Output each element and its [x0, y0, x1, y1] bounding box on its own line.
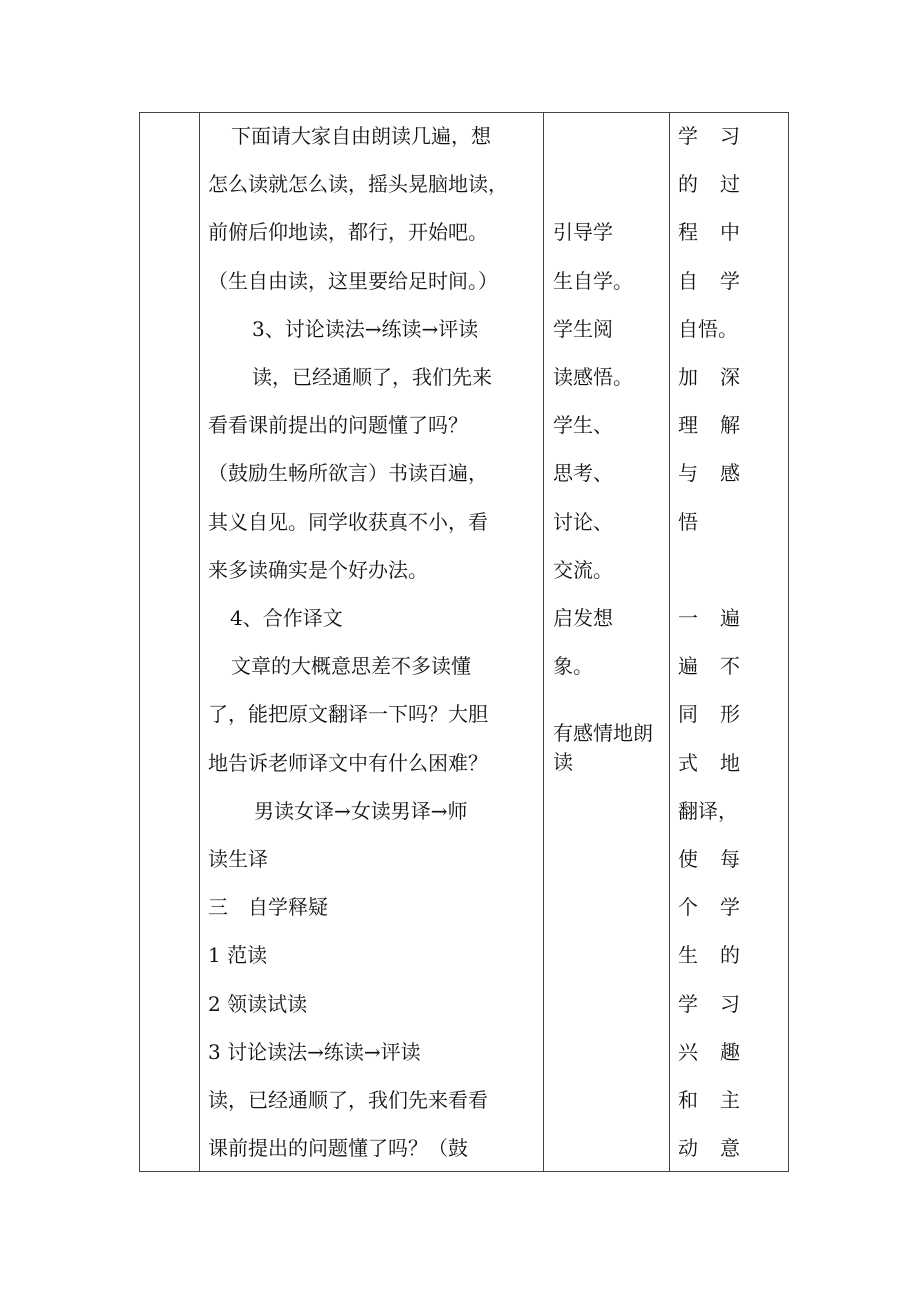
purpose-char: 习: [720, 991, 740, 1016]
purpose-line: [678, 1088, 740, 1112]
activity-line: 学生阅: [553, 316, 613, 341]
purpose-char: 深: [720, 365, 740, 389]
purpose-char: 式: [678, 750, 698, 775]
purpose-char: 过: [720, 172, 740, 197]
content-line: 4、合作译文: [230, 606, 343, 630]
activity-line: 引导学: [553, 220, 613, 245]
activity-line: 讨论、: [553, 509, 613, 534]
content-line: 3 讨论读法→练读→评读: [208, 1039, 421, 1064]
content-line: 读，已经通顺了，我们先来看看: [208, 1088, 488, 1112]
purpose-line: [678, 172, 740, 196]
purpose-char: 感: [720, 461, 740, 486]
content-line: 2 领读试读: [208, 991, 308, 1016]
purpose-char: 与: [678, 461, 698, 486]
purpose-line: [678, 1040, 740, 1064]
activity-line: 象。: [553, 654, 593, 679]
activity-line: 启发想: [553, 606, 613, 630]
purpose-char: 兴: [678, 1039, 698, 1064]
purpose-char: 个: [678, 895, 698, 920]
purpose-char: 学: [678, 124, 698, 148]
purpose-line: [678, 895, 740, 919]
content-line: 读生译: [208, 847, 268, 871]
content-line: 来多读确实是个好办法。: [208, 557, 428, 582]
purpose-line: [678, 702, 740, 726]
content-line: 1 范读: [208, 943, 268, 968]
column-divider: [669, 113, 670, 1171]
purpose-char: 趣: [720, 1039, 740, 1064]
purpose-line: [678, 943, 740, 967]
purpose-char: 理: [678, 413, 698, 438]
activity-line: 交流。: [553, 557, 613, 582]
purpose-line: [678, 124, 740, 148]
purpose-char: 学: [720, 895, 740, 920]
purpose-line: [678, 269, 740, 293]
purpose-char: 的: [720, 943, 740, 968]
purpose-line: [678, 510, 740, 534]
activity-line: 读感悟。: [553, 365, 633, 389]
content-line: （鼓励生畅所欲言）书读百遍，: [208, 461, 488, 486]
purpose-char: 意: [720, 1136, 740, 1161]
content-line: （生自由读，这里要给足时间。）: [208, 268, 498, 293]
activity-line: 思考、: [553, 461, 613, 486]
purpose-line: [678, 992, 740, 1016]
purpose-char: 解: [720, 413, 740, 438]
purpose-char: 每: [720, 847, 740, 871]
purpose-char: 形: [720, 702, 740, 727]
content-line: 课前提出的问题懂了吗？（鼓: [208, 1136, 468, 1161]
content-line: 读，已经通顺了，我们先来: [252, 365, 492, 389]
purpose-line: [678, 751, 740, 775]
purpose-char: 翻译，: [678, 798, 738, 823]
purpose-char: 同: [678, 702, 698, 727]
purpose-char: 学: [678, 991, 698, 1016]
content-line: 下面请大家自由朗读几遍，想: [231, 124, 491, 148]
content-line: 地告诉老师译文中有什么困难？: [208, 750, 488, 775]
purpose-line: [678, 606, 740, 630]
purpose-line: [678, 413, 740, 437]
content-line: 其义自见。同学收获真不小，看: [208, 509, 488, 534]
purpose-char: 遍: [678, 654, 698, 679]
purpose-char: 悟: [678, 509, 698, 534]
content-line: 3、讨论读法→练读→评读: [252, 316, 479, 341]
purpose-char: 中: [720, 220, 740, 245]
purpose-char: 学: [720, 268, 740, 293]
purpose-char: 一: [678, 606, 698, 630]
purpose-char: 自: [678, 268, 698, 293]
purpose-char: 主: [720, 1088, 740, 1112]
content-line: 前俯后仰地读，都行，开始吧。: [208, 220, 488, 245]
purpose-char: 使: [678, 847, 698, 871]
purpose-line: [678, 654, 740, 678]
content-line: 了，能把原文翻译一下吗？大胆: [208, 702, 488, 727]
purpose-line: [678, 461, 740, 485]
purpose-char: 加: [678, 365, 698, 389]
purpose-line: [678, 847, 740, 871]
content-line: 怎么读就怎么读，摇头晃脑地读，: [208, 172, 508, 197]
activity-line: 有感情地朗: [553, 721, 653, 745]
purpose-line: [678, 1136, 740, 1160]
column-divider: [199, 113, 200, 1171]
purpose-char: 和: [678, 1088, 698, 1112]
purpose-line: [678, 317, 740, 341]
purpose-char: 地: [720, 750, 740, 775]
purpose-char: 不: [720, 654, 740, 679]
purpose-char: 程: [678, 220, 698, 245]
content-line: 文章的大概意思差不多读懂: [231, 654, 471, 679]
purpose-char: 自悟。: [678, 316, 738, 341]
purpose-line: [678, 220, 740, 244]
content-line: 看看课前提出的问题懂了吗？: [208, 413, 468, 438]
purpose-line: [678, 799, 740, 823]
purpose-char: 遍: [720, 606, 740, 630]
activity-line: 生自学。: [553, 268, 633, 293]
purpose-char: 动: [678, 1136, 698, 1161]
purpose-line: [678, 365, 740, 389]
column-divider: [543, 113, 544, 1171]
activity-line: 读: [553, 750, 573, 774]
purpose-char: 的: [678, 172, 698, 197]
purpose-char: 习: [720, 124, 740, 148]
content-line: 三 自学释疑: [208, 895, 328, 920]
content-line: 男读女译→女读男译→师: [254, 798, 468, 823]
activity-line: 学生、: [553, 413, 613, 438]
purpose-char: 生: [678, 943, 698, 968]
